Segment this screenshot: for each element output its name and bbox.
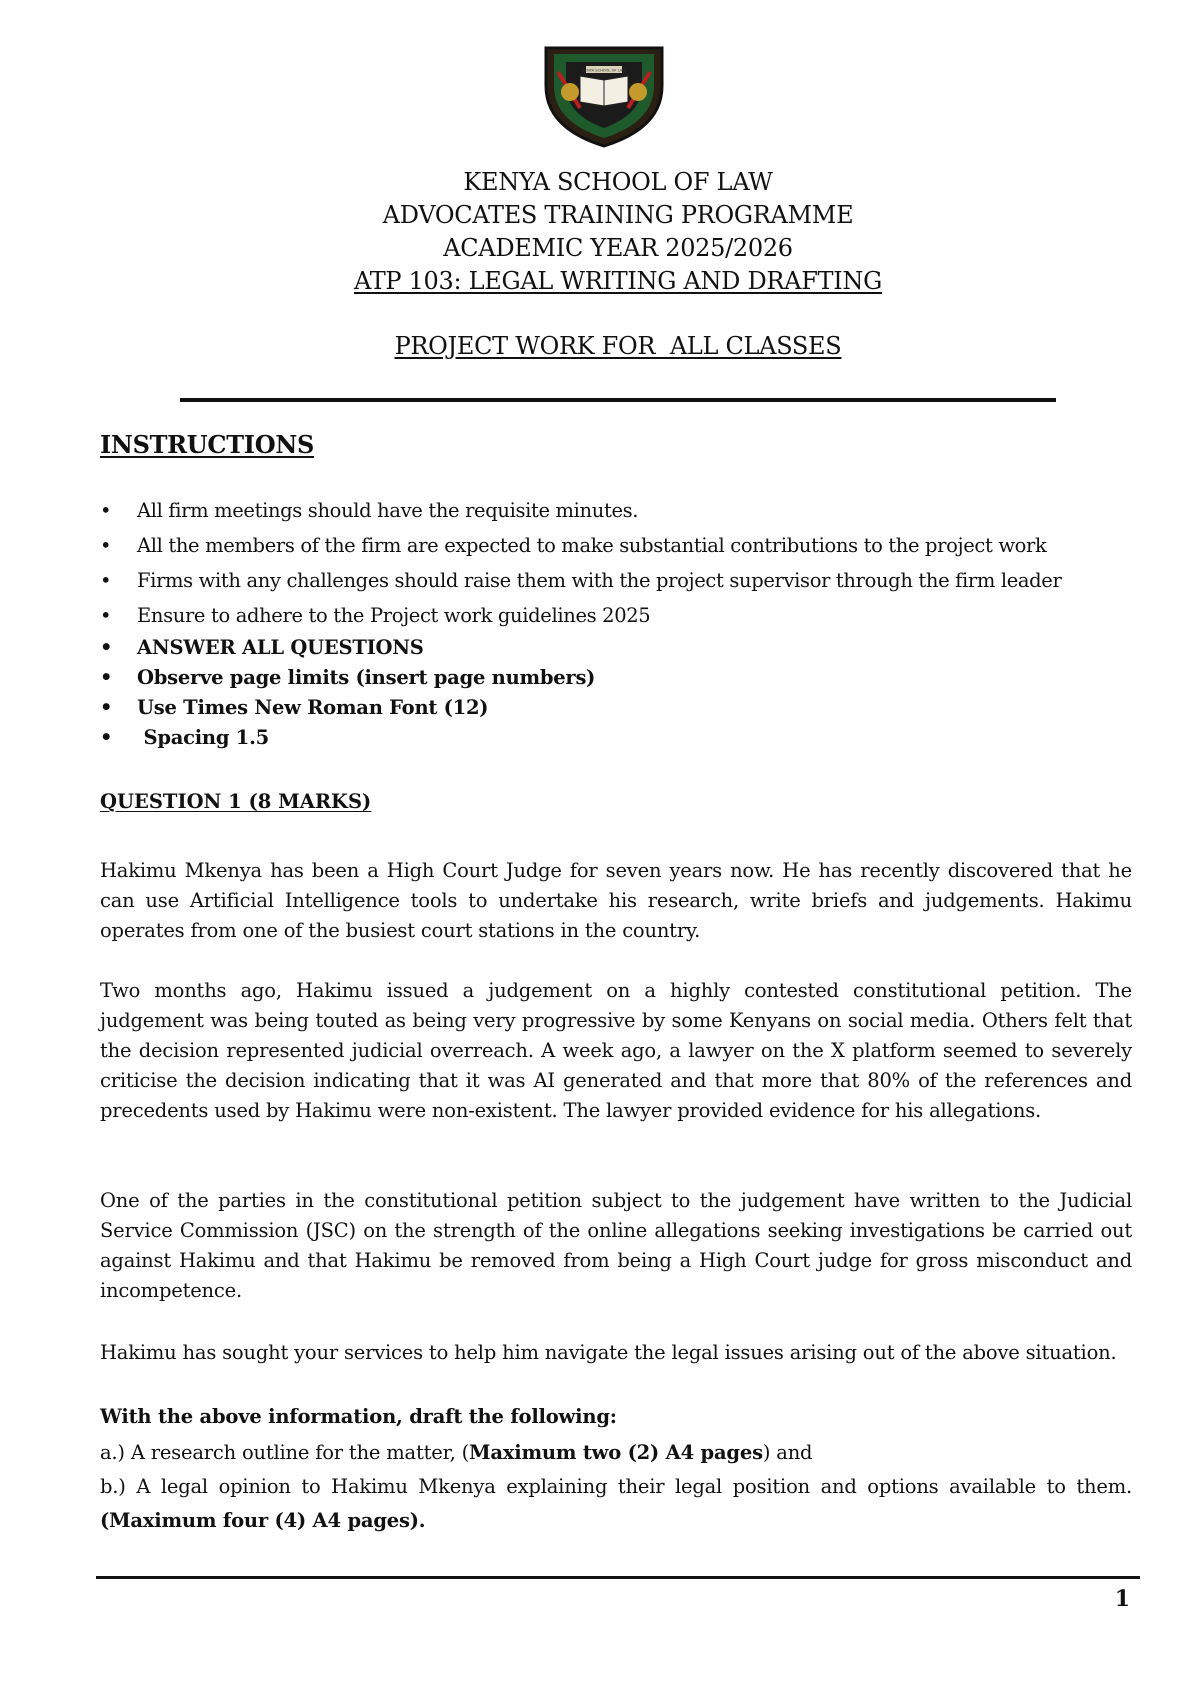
bullet-icon: • xyxy=(100,666,113,689)
page-number: 1 xyxy=(1114,1586,1130,1612)
bullet-icon: • xyxy=(100,636,113,659)
bullet-icon: • xyxy=(100,569,112,592)
instructions-list xyxy=(100,493,1132,633)
school-crest-logo xyxy=(540,42,668,150)
project-title: PROJECT WORK FOR ALL CLASSES xyxy=(394,332,842,360)
question-paragraph: Hakimu has sought your services to help him navigate the legal issues arising out of the above situation. xyxy=(100,1341,1117,1364)
footer-divider xyxy=(96,1576,1140,1579)
course-title: ATP 103: LEGAL WRITING AND DRAFTING xyxy=(353,267,883,295)
instructions-section xyxy=(100,430,1132,753)
list-item: • All the members of the firm are expected to make substantial contributions to the project work xyxy=(100,528,1132,563)
bullet-icon: • xyxy=(100,534,112,557)
bullet-icon: • xyxy=(100,499,112,522)
bullet-icon: • xyxy=(100,726,113,749)
instructions-heading: INSTRUCTIONS xyxy=(100,430,314,459)
list-item: • Firms with any challenges should raise them with the project supervisor through the firm leader xyxy=(100,563,1132,598)
question-paragraph: Hakimu Mkenya has been a High Court Judge for seven years now. He has recently discovered that he can use Artificial Intelligence tools to undertake his research, write briefs and judgements. Hakimu operates from one of the busiest court stations in the country. xyxy=(100,859,1132,942)
bold-instructions-list xyxy=(100,633,1132,753)
programme-name: ADVOCATES TRAINING PROGRAMME xyxy=(382,201,854,229)
list-item: • Spacing 1.5 xyxy=(100,723,1132,753)
list-item: • All firm meetings should have the requisite minutes. xyxy=(100,493,1132,528)
svg-text:KENYA SCHOOL OF LAW: KENYA SCHOOL OF LAW xyxy=(582,68,626,73)
draft-item-a: a.) A research outline for the matter, (Maximum two (2) A4 pages) and xyxy=(100,1441,813,1464)
list-item: • Ensure to adhere to the Project work guidelines 2025 xyxy=(100,598,1132,633)
question-1-heading: QUESTION 1 (8 MARKS) xyxy=(100,790,372,813)
draft-item-b: b.) A legal opinion to Hakimu Mkenya explaining their legal position and options available to them. (Maximum four (4) A4 pages). xyxy=(100,1475,1132,1532)
bullet-icon: • xyxy=(100,604,112,627)
draft-instruction: With the above information, draft the following: xyxy=(100,1405,617,1428)
list-item: • Use Times New Roman Font (12) xyxy=(100,693,1132,723)
academic-year: ACADEMIC YEAR 2025/2026 xyxy=(443,234,793,262)
question-paragraph: One of the parties in the constitutional petition subject to the judgement have written to the Judicial Service Commission (JSC) on the strength of the online allegations seeking investigations be carried out against Hakimu and that Hakimu be removed from being a High Court judge for gross misconduct and incompetence. xyxy=(100,1189,1132,1302)
draft-items xyxy=(100,1436,1132,1538)
list-item: • ANSWER ALL QUESTIONS xyxy=(100,633,1132,663)
question-paragraph: Two months ago, Hakimu issued a judgement on a highly contested constitutional petition. The judgement was being touted as being very progressive by some Kenyans on social media. Others felt that the decision represented judicial overreach. A week ago, a lawyer on the X platform seemed to severely criticise the decision indicating that it was AI generated and that more that 80% of the references and precedents used by Hakimu were non-existent. The lawyer provided evidence for his allegations. xyxy=(100,979,1132,1122)
document-header xyxy=(0,166,1200,363)
institution-name: KENYA SCHOOL OF LAW xyxy=(463,168,773,196)
header-divider xyxy=(180,398,1056,402)
list-item: • Observe page limits (insert page numbers) xyxy=(100,663,1132,693)
bullet-icon: • xyxy=(100,696,113,719)
